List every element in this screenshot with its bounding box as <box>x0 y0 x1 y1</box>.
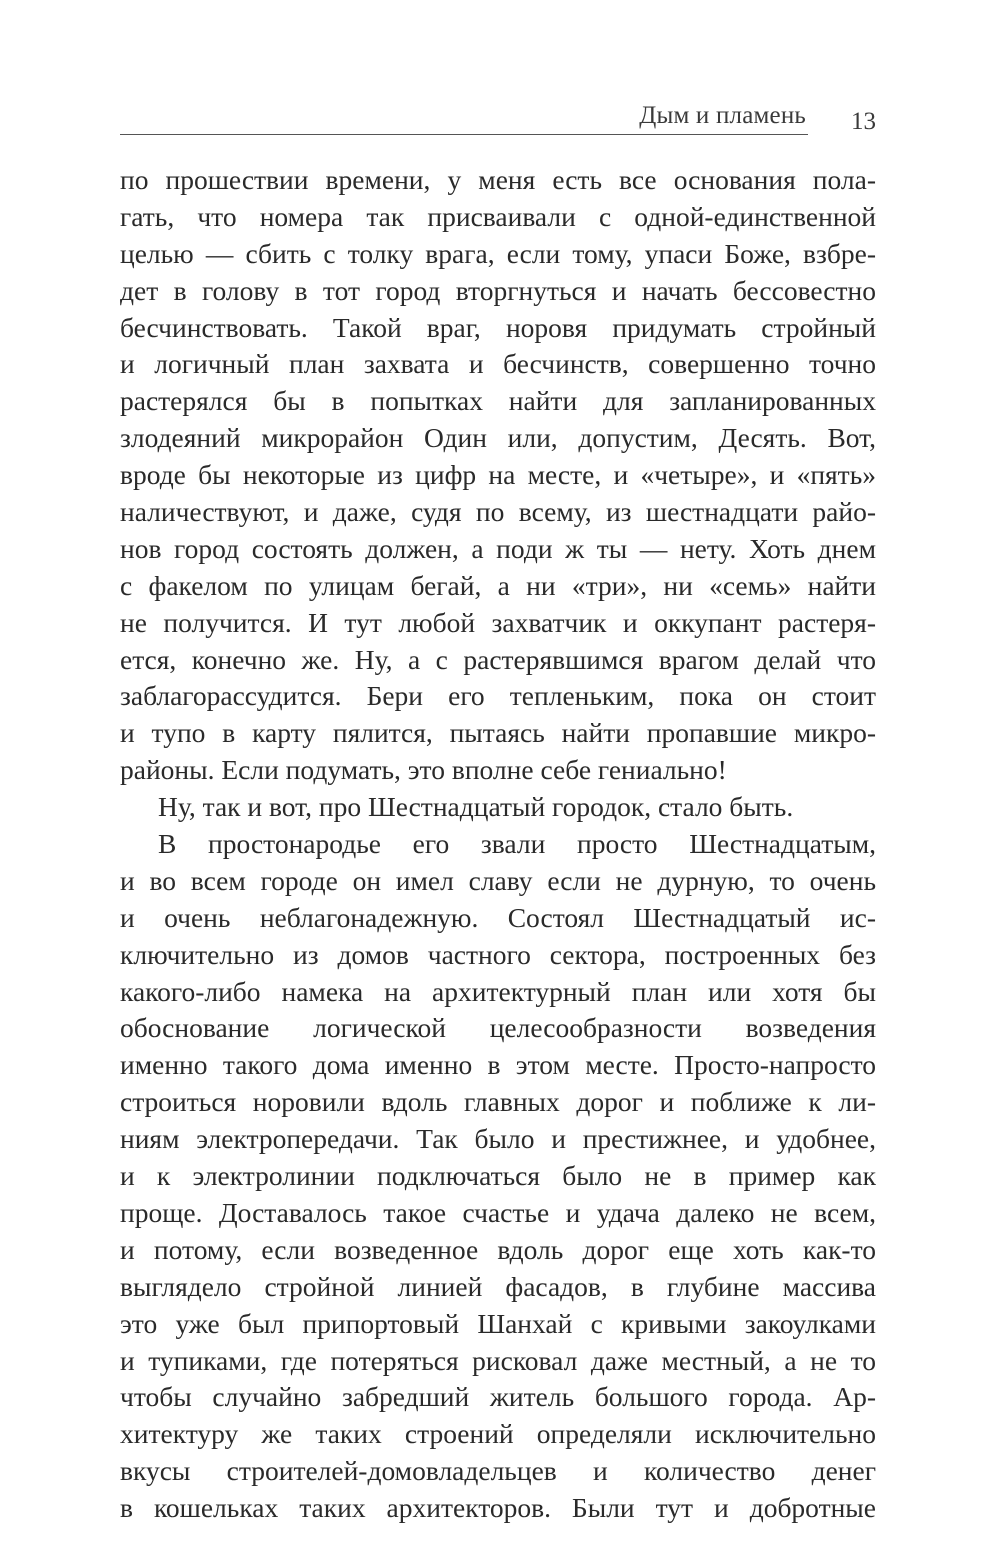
text-line: в кошельках таких архитекторов. Были тут и добротные <box>120 1492 876 1524</box>
text-line: именно такого дома именно в этом месте. Просто-напросто <box>120 1049 876 1081</box>
text-line: чтобы случайно забредший житель большого города. Ар- <box>120 1381 876 1413</box>
paragraph-line: Ну, так и вот, про Шестнадцатый городок, стало быть. <box>158 791 794 823</box>
text-line: злодеяний микрорайон Один или, допустим, Десять. Вот, <box>120 422 876 454</box>
running-header <box>120 96 876 140</box>
text-line: наличествуют, и даже, судя по всему, из шестнадцати райо- <box>120 496 876 528</box>
text-line: по прошествии времени, у меня есть все основания пола- <box>120 164 876 195</box>
text-line: и логичный план захвата и бесчинств, совершенно точно <box>120 348 876 380</box>
text-line: ется, конечно же. Ну, а с растерявшимся врагом делай что <box>120 643 876 675</box>
text-line: и тупиками, где потеряться рисковал даже местный, а не то <box>120 1344 876 1376</box>
text-line: ключительно из домов частного сектора, построенных без <box>120 938 876 970</box>
text-line: и тупо в карту пялится, пытаясь найти пропавшие микро- <box>120 717 876 749</box>
text-line: дет в голову в тот город вторгнуться и начать бессовестно <box>120 274 876 306</box>
text-line: и во всем городе он имел славу если не дурную, то очень <box>120 864 876 896</box>
paragraph-end-line: районы. Если подумать, это вполне себе гениально! <box>120 754 727 786</box>
text-line: и потому, если возведенное вдоль дорог еще хоть как-то <box>120 1233 876 1265</box>
text-line: нов город состоять должен, а поди ж ты — нету. Хоть днем <box>120 532 876 564</box>
text-line: с факелом по улицам бегай, а ни «три», ни «семь» найти <box>120 569 876 601</box>
text-line: выглядело стройной линией фасадов, в глубине массива <box>120 1270 876 1302</box>
text-line: это уже был припортовый Шанхай с кривыми закоулками <box>120 1307 876 1339</box>
text-line: и к электролинии подключаться было не в пример как <box>120 1160 876 1192</box>
text-line: гать, что номера так присваивали с одной-единственной <box>120 200 876 232</box>
text-line: не получится. И тут любой захватчик и оккупант растеря- <box>120 606 876 638</box>
text-line: растерялся бы в попытках найти для запланированных <box>120 385 876 417</box>
text-line: вроде бы некоторые из цифр на месте, и «четыре», и «пять» <box>120 459 876 491</box>
text-line: и очень неблагонадежную. Состоял Шестнадцатый ис- <box>120 901 876 933</box>
text-line: бесчинствовать. Такой враг, норовя придумать стройный <box>120 311 876 343</box>
header-rule <box>120 134 808 135</box>
text-line: какого-либо намека на архитектурный план или хотя бы <box>120 975 876 1007</box>
text-line: хитектуру же таких строений определяли исключительно <box>120 1418 876 1450</box>
text-line: ниям электропередачи. Так было и престижнее, и удобнее, <box>120 1123 876 1155</box>
page-number: 13 <box>851 108 876 135</box>
text-line: обоснование логической целесообразности возведения <box>120 1012 876 1044</box>
text-line: заблагорассудится. Бери его тепленьким, пока он стоит <box>120 680 876 712</box>
text-line: вкусы строителей-домовладельцев и количество денег <box>120 1455 876 1487</box>
paragraph-first-line: В простонародье его звали просто Шестнадцатым, <box>158 828 876 860</box>
text-line: строиться норовили вдоль главных дорог и поближе к ли- <box>120 1086 876 1118</box>
text-line: целью — сбить с толку врага, если тому, упаси Боже, взбре- <box>120 237 876 269</box>
text-line: проще. Доставалось такое счастье и удача далеко не всем, <box>120 1196 876 1228</box>
body-text <box>120 162 876 1527</box>
running-title: Дым и пламень <box>639 102 806 129</box>
